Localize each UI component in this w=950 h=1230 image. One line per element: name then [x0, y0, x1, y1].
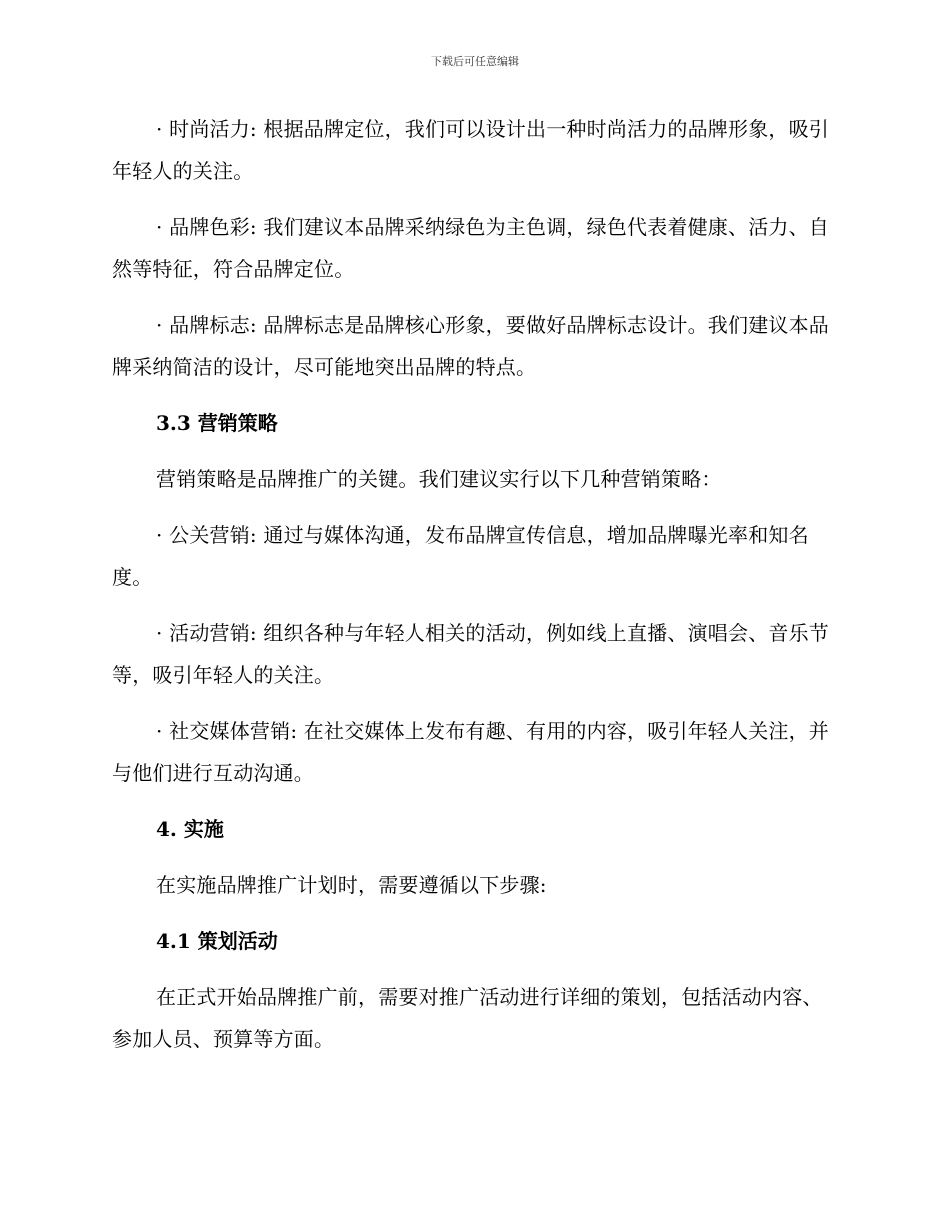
- paragraph-pr-marketing: · 公关营销: 通过与媒体沟通，发布品牌宣传信息，增加品牌曝光率和知名度。: [112, 523, 809, 589]
- paragraph-implementation-intro: 在实施品牌推广计划时，需要遵循以下步骤:: [156, 873, 547, 897]
- page-header: 下载后可任意编辑: [431, 55, 519, 68]
- paragraph-fashion-vitality: · 时尚活力: 根据品牌定位，我们可以设计出一种时尚活力的品牌形象，吸引年轻人的关注。: [112, 117, 830, 183]
- section-heading-marketing-strategy: 3.3 营销策略: [156, 411, 278, 435]
- document-body: [112, 108, 832, 1074]
- section-heading-implementation: 4. 实施: [156, 817, 224, 841]
- paragraph-brand-logo: · 品牌标志: 品牌标志是品牌核心形象，要做好品牌标志设计。我们建议本品牌采纳简洁的设计，尽可能地突出品牌的特点。: [112, 313, 830, 379]
- section-heading-plan-activities: 4.1 策划活动: [156, 929, 278, 953]
- paragraph-marketing-intro: 营销策略是品牌推广的关键。我们建议实行以下几种营销策略：: [156, 467, 722, 491]
- paragraph-plan-activities: 在正式开始品牌推广前，需要对推广活动进行详细的策划，包括活动内容、参加人员、预算等方面。: [112, 985, 823, 1051]
- paragraph-brand-color: · 品牌色彩: 我们建议本品牌采纳绿色为主色调，绿色代表着健康、活力、自然等特征，符合品牌定位。: [112, 215, 830, 281]
- paragraph-event-marketing: · 活动营销: 组织各种与年轻人相关的活动，例如线上直播、演唱会、音乐节等，吸引年轻人的关注。: [112, 621, 830, 687]
- paragraph-social-media-marketing: · 社交媒体营销: 在社交媒体上发布有趣、有用的内容，吸引年轻人关注，并与他们进行互动沟通。: [112, 719, 830, 785]
